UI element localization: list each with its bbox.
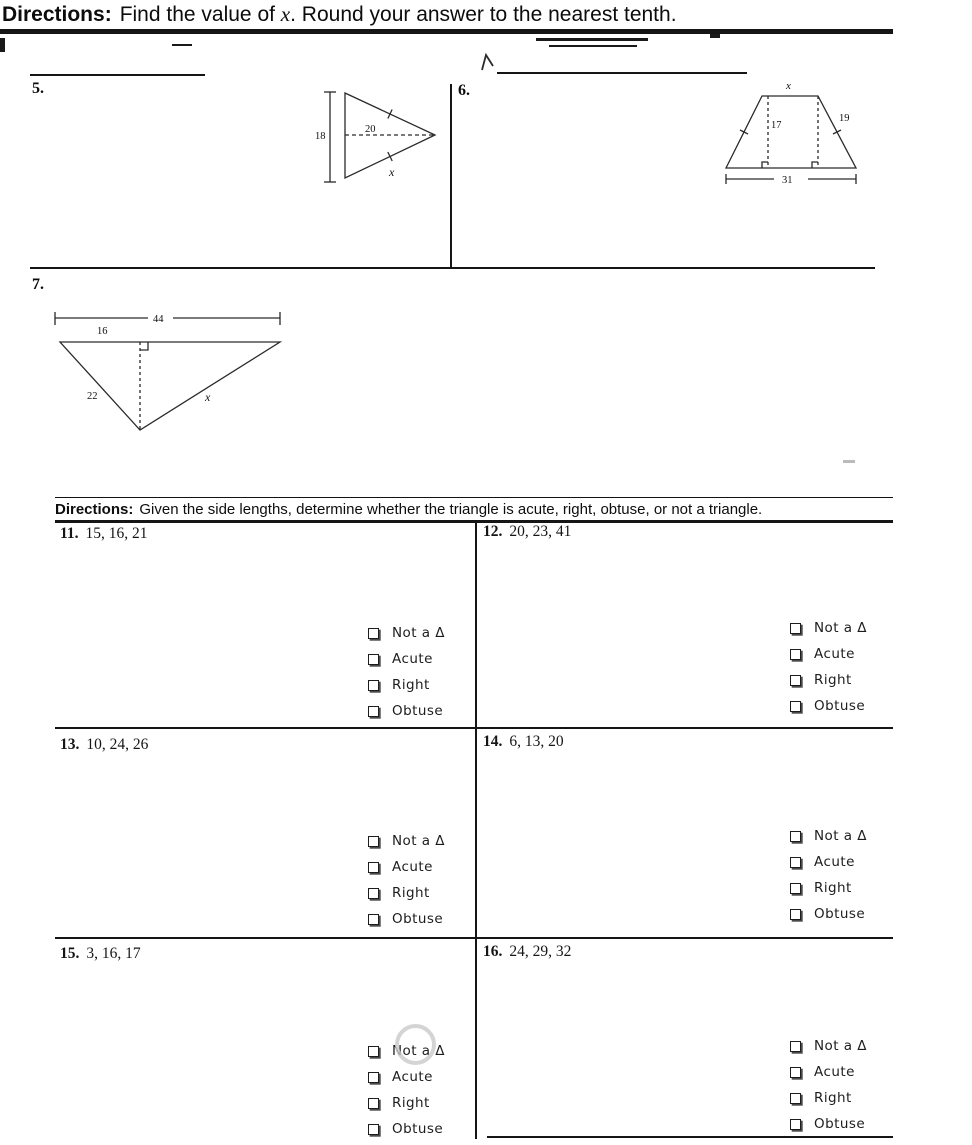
scan-ring-artifact	[395, 1024, 436, 1065]
option-row	[368, 1116, 445, 1142]
directions-text-after: . Round your answer to the nearest tenth.	[290, 3, 677, 26]
directions-text-before: Find the value of	[119, 3, 281, 26]
side-lengths: 20, 23, 41	[509, 523, 572, 540]
checkbox-obtuse[interactable]	[368, 914, 379, 925]
question-number: 14.	[483, 733, 503, 750]
options-q16	[790, 1033, 867, 1137]
option-label: Obtuse	[814, 698, 866, 714]
option-row	[368, 880, 445, 906]
scan-artifact	[549, 45, 637, 47]
option-label: Obtuse	[392, 703, 444, 719]
side-lengths: 10, 24, 26	[86, 736, 149, 753]
option-label: Not a Δ	[814, 1038, 867, 1054]
question-number: 11.	[60, 525, 79, 542]
checkbox-not-a-triangle[interactable]	[368, 1046, 379, 1057]
option-label: Not a Δ	[814, 828, 867, 844]
checkbox-right[interactable]	[368, 888, 379, 899]
checkbox-right[interactable]	[368, 1098, 379, 1109]
options-q14	[790, 823, 867, 927]
option-label: Not a Δ	[392, 1043, 445, 1059]
side-lengths: 6, 13, 20	[509, 733, 564, 750]
option-row	[790, 875, 867, 901]
x-variable: x	[280, 2, 291, 26]
options-q12	[790, 615, 867, 719]
question-number: 12.	[483, 523, 503, 540]
checkbox-obtuse[interactable]	[368, 1124, 379, 1135]
checkbox-not-a-triangle[interactable]	[368, 628, 379, 639]
option-label: Not a Δ	[814, 620, 867, 636]
tick-mark	[388, 152, 392, 161]
option-row	[790, 901, 867, 927]
right-angle-mark	[812, 162, 818, 168]
question-number-6: 6.	[458, 82, 470, 99]
answer-blank-q5[interactable]	[30, 74, 205, 76]
checkbox-not-a-triangle[interactable]	[790, 831, 801, 842]
tick-mark	[833, 130, 841, 134]
answer-blank-q6[interactable]	[497, 72, 747, 74]
q6-leg-length-label: 19	[839, 113, 850, 124]
table-row-rule-1	[55, 727, 893, 729]
option-label: Not a Δ	[392, 833, 445, 849]
checkbox-acute[interactable]	[790, 1067, 801, 1078]
option-row	[790, 849, 867, 875]
checkbox-obtuse[interactable]	[790, 701, 801, 712]
option-label: Right	[392, 1095, 430, 1111]
option-row	[368, 1064, 445, 1090]
question-16	[483, 943, 571, 961]
checkbox-right[interactable]	[790, 883, 801, 894]
q6-top-side-label: x	[786, 80, 791, 92]
question-number-7: 7.	[32, 276, 44, 293]
q6-base-length-label: 31	[782, 175, 793, 186]
option-row	[790, 1033, 867, 1059]
question-number: 16.	[483, 943, 503, 960]
checkbox-acute[interactable]	[790, 649, 801, 660]
option-row	[368, 906, 445, 932]
option-row	[368, 672, 445, 698]
options-q13	[368, 828, 445, 932]
q5-median-length-label: 20	[365, 124, 376, 135]
side-lengths: 3, 16, 17	[86, 945, 141, 962]
option-label: Right	[814, 1090, 852, 1106]
section2-directions	[55, 497, 893, 518]
checkbox-acute[interactable]	[790, 857, 801, 868]
right-angle-mark	[762, 162, 768, 168]
option-label: Acute	[814, 854, 855, 870]
q7-span-length-label: 44	[153, 314, 164, 325]
options-q11	[368, 620, 445, 724]
question-14	[483, 733, 564, 751]
checkbox-right[interactable]	[790, 675, 801, 686]
table-top-rule	[55, 520, 893, 523]
checkbox-obtuse[interactable]	[790, 1119, 801, 1130]
question-13	[60, 736, 148, 754]
scan-artifact	[172, 44, 192, 46]
option-row	[368, 620, 445, 646]
table-column-divider	[475, 522, 477, 1139]
option-label: Right	[392, 885, 430, 901]
option-row	[368, 1090, 445, 1116]
q5-side-length-label: 18	[315, 131, 326, 142]
option-label: Acute	[392, 859, 433, 875]
option-label: Obtuse	[392, 911, 444, 927]
checkbox-not-a-triangle[interactable]	[368, 836, 379, 847]
scan-artifact	[843, 460, 855, 463]
heavy-rule	[0, 29, 893, 34]
option-label: Obtuse	[814, 906, 866, 922]
option-label: Acute	[392, 1069, 433, 1085]
q6-height-label: 17	[771, 120, 782, 131]
question-15	[60, 945, 141, 963]
side-lengths: 24, 29, 32	[509, 943, 572, 960]
option-row	[790, 1085, 867, 1111]
column-divider-top	[450, 84, 452, 268]
option-row	[790, 823, 867, 849]
directions-label: Directions:	[2, 3, 112, 26]
table-row-rule-2	[55, 937, 893, 939]
checkbox-acute[interactable]	[368, 654, 379, 665]
option-row	[368, 646, 445, 672]
option-label: Obtuse	[392, 1121, 444, 1137]
option-row	[368, 854, 445, 880]
q5-x-label: x	[389, 165, 395, 179]
option-row	[790, 667, 867, 693]
option-row	[368, 828, 445, 854]
scan-artifact	[710, 34, 720, 38]
triangle-diagram-q7	[45, 300, 295, 440]
question-number: 15.	[60, 945, 80, 962]
checkbox-acute[interactable]	[368, 1072, 379, 1083]
option-label: Acute	[392, 651, 433, 667]
option-row	[790, 615, 867, 641]
question-12	[483, 523, 571, 541]
scan-artifact	[536, 38, 648, 41]
right-angle-mark	[140, 342, 148, 350]
option-row	[790, 641, 867, 667]
checkbox-not-a-triangle[interactable]	[790, 623, 801, 634]
triangle-diagram-q5	[315, 85, 445, 190]
checkbox-acute[interactable]	[368, 862, 379, 873]
checkbox-obtuse[interactable]	[368, 706, 379, 717]
question-11	[60, 525, 148, 543]
option-row	[790, 1111, 867, 1137]
question-number: 13.	[60, 736, 80, 753]
option-label: Right	[814, 672, 852, 688]
option-row	[368, 698, 445, 724]
option-label: Not a Δ	[392, 625, 445, 641]
option-label: Acute	[814, 1064, 855, 1080]
q7-segment-length-label: 16	[97, 326, 108, 337]
option-label: Obtuse	[814, 1116, 866, 1132]
checkbox-right[interactable]	[790, 1093, 801, 1104]
checkbox-right[interactable]	[368, 680, 379, 691]
directions-label: Directions:	[55, 501, 134, 518]
q7-x-label: x	[205, 390, 211, 404]
option-row	[790, 693, 867, 719]
section-rule	[30, 267, 875, 269]
option-label: Right	[392, 677, 430, 693]
checkbox-not-a-triangle[interactable]	[790, 1041, 801, 1052]
scan-artifact-check-mark	[481, 52, 497, 72]
trapezoid-diagram-q6	[718, 76, 868, 194]
scan-artifact	[0, 38, 5, 52]
q7-side-length-label: 22	[87, 391, 98, 402]
side-lengths: 15, 16, 21	[85, 525, 148, 542]
option-label: Acute	[814, 646, 855, 662]
option-label: Right	[814, 880, 852, 896]
question-number-5: 5.	[32, 80, 44, 97]
top-directions	[2, 2, 677, 27]
option-row	[790, 1059, 867, 1085]
section2-directions-text: Given the side lengths, determine whether the triangle is acute, right, obtuse, or not a triangle.	[139, 501, 763, 518]
checkbox-obtuse[interactable]	[790, 909, 801, 920]
